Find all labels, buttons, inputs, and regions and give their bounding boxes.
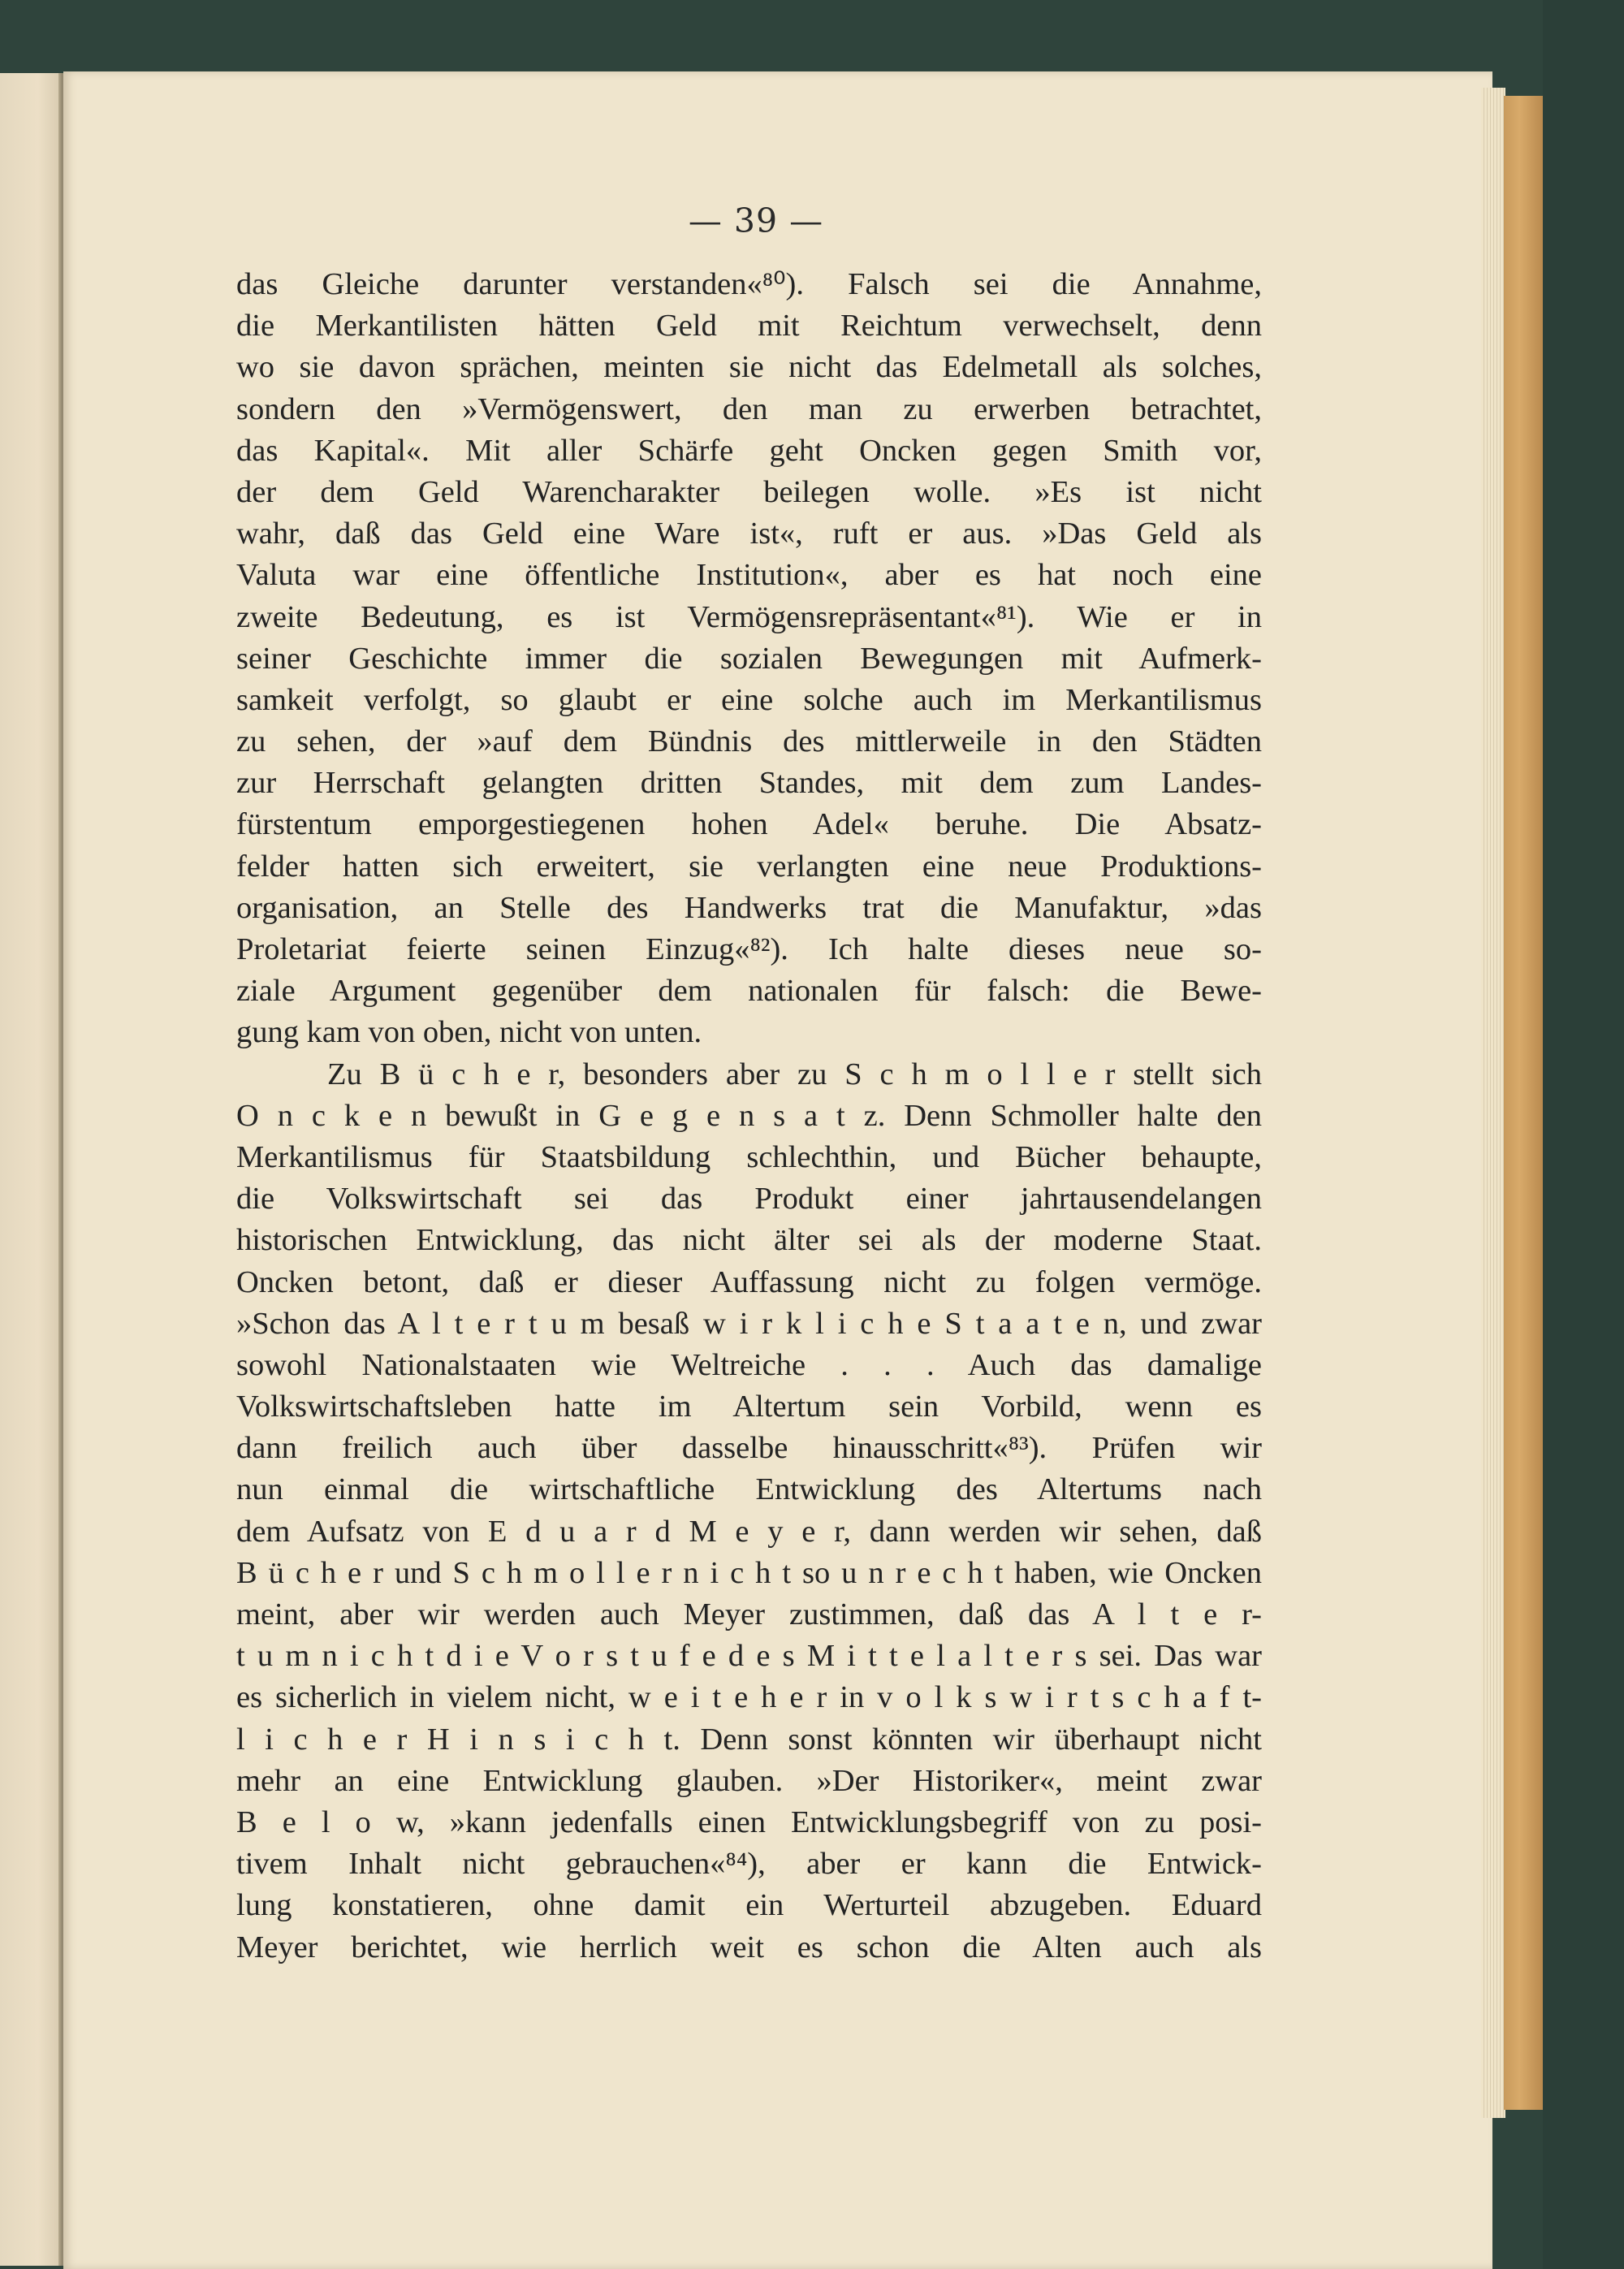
text-line: nun einmal die wirtschaftliche Entwicklung des Altertums nach bbox=[236, 1472, 1262, 1507]
text-line: l i c h e r H i n s i c h t. Denn sonst könnten wir überhaupt nicht bbox=[236, 1722, 1262, 1757]
text-line: fürstentum emporgestiegenen hohen Adel« beruhe. Die Absatz- bbox=[236, 807, 1262, 842]
paragraph-start-line: Zu B ü c h e r, besonders aber zu S c h m o l l e r stellt sich bbox=[327, 1057, 1262, 1091]
text-line: Valuta war eine öffentliche Institution«, aber es hat noch eine bbox=[236, 558, 1262, 593]
text-line: t u m n i c h t d i e V o r s t u f e d e s M i t t e l a l t e r s sei. Das war bbox=[236, 1639, 1262, 1674]
text-line: O n c k e n bewußt in G e g e n s a t z. Denn Schmoller halte den bbox=[236, 1098, 1262, 1133]
text-line: ziale Argument gegenüber dem nationalen für falsch: die Bewe- bbox=[236, 974, 1262, 1009]
text-line: historischen Entwicklung, das nicht älter sei als der moderne Staat. bbox=[236, 1223, 1262, 1258]
text-line: Meyer berichtet, wie herrlich weit es schon die Alten auch als bbox=[236, 1930, 1262, 1964]
text-line: der dem Geld Warencharakter beilegen wolle. »Es ist nicht bbox=[236, 474, 1262, 509]
text-line: tivem Inhalt nicht gebrauchen«⁸⁴), aber er kann die Entwick- bbox=[236, 1847, 1262, 1882]
text-line: es sicherlich in vielem nicht, w e i t e h e r in v o l k s w i r t s c h a f t- bbox=[236, 1680, 1262, 1715]
text-line: mehr an eine Entwicklung glauben. »Der Historiker«, meint zwar bbox=[236, 1763, 1262, 1798]
text-line: die Volkswirtschaft sei das Produkt einer jahrtausendelangen bbox=[236, 1182, 1262, 1217]
text-line: dann freilich auch über dasselbe hinausschritt«⁸³). Prüfen wir bbox=[236, 1431, 1262, 1466]
text-line: Oncken betont, daß er dieser Auffassung nicht zu folgen vermöge. bbox=[236, 1264, 1262, 1299]
text-line: Merkantilismus für Staatsbildung schlechthin, und Bücher behaupte, bbox=[236, 1139, 1262, 1174]
text-line: das Kapital«. Mit aller Schärfe geht Oncken gegen Smith vor, bbox=[236, 433, 1262, 468]
text-line: Volkswirtschaftsleben hatte im Altertum sein Vorbild, wenn es bbox=[236, 1389, 1262, 1424]
text-line: wo sie davon sprächen, meinten sie nicht das Edelmetall als solches, bbox=[236, 350, 1262, 385]
text-line: zur Herrschaft gelangten dritten Standes, mit dem zum Landes- bbox=[236, 766, 1262, 801]
book-cover-edge bbox=[1504, 96, 1543, 2110]
text-line: wahr, daß das Geld eine Ware ist«, ruft er aus. »Das Geld als bbox=[236, 516, 1262, 551]
left-page-edge bbox=[0, 73, 63, 2266]
text-line: sowohl Nationalstaaten wie Weltreiche . . . Auch das damalige bbox=[236, 1347, 1262, 1382]
text-line: zu sehen, der »auf dem Bündnis des mittlerweile in den Städten bbox=[236, 724, 1262, 759]
text-line: die Merkantilisten hätten Geld mit Reichtum verwechselt, denn bbox=[236, 309, 1262, 344]
text-line: felder hatten sich erweitert, sie verlangten eine neue Produktions- bbox=[236, 849, 1262, 884]
text-line: das Gleiche darunter verstanden«⁸⁰). Falsch sei die Annahme, bbox=[236, 267, 1262, 301]
text-line: Proletariat feierte seinen Einzug«⁸²). Ich halte dieses neue so- bbox=[236, 932, 1262, 966]
page-stack-edge bbox=[1481, 88, 1505, 2118]
text-line: sondern den »Vermögenswert, den man zu erwerben betrachtet, bbox=[236, 391, 1262, 426]
text-line: seiner Geschichte immer die sozialen Bewegungen mit Aufmerk- bbox=[236, 641, 1262, 676]
text-line: B ü c h e r und S c h m o l l e r n i c h t so u n r e c h t haben, wie Oncken bbox=[236, 1555, 1262, 1590]
text-line: lung konstatieren, ohne damit ein Werturteil abzugeben. Eduard bbox=[236, 1888, 1262, 1923]
text-line: organisation, an Stelle des Handwerks trat die Manufaktur, »das bbox=[236, 890, 1262, 925]
page-number: — 39 — bbox=[688, 201, 824, 240]
background-surface bbox=[1543, 0, 1624, 2269]
paragraph-end-line: gung kam von oben, nicht von unten. bbox=[236, 1015, 702, 1050]
text-line: samkeit verfolgt, so glaubt er eine solche auch im Merkantilismus bbox=[236, 682, 1262, 717]
text-line: zweite Bedeutung, es ist Vermögensrepräsentant«⁸¹). Wie er in bbox=[236, 599, 1262, 634]
text-line: »Schon das A l t e r t u m besaß w i r k l i c h e S t a a t e n, und zwar bbox=[236, 1306, 1262, 1341]
text-line: B e l o w, »kann jedenfalls einen Entwicklungsbegriff von zu posi- bbox=[236, 1804, 1262, 1839]
text-line: dem Aufsatz von E d u a r d M e y e r, dann werden wir sehen, daß bbox=[236, 1514, 1262, 1549]
text-line: meint, aber wir werden auch Meyer zustimmen, daß das A l t e r- bbox=[236, 1597, 1262, 1632]
body-text bbox=[236, 264, 1262, 1969]
